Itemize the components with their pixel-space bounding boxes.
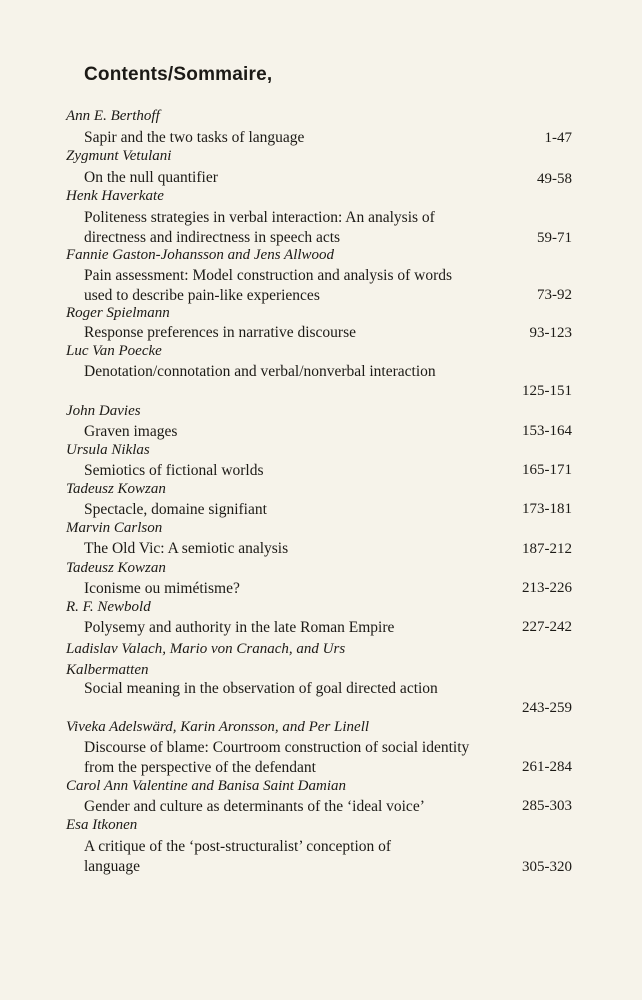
entry-author: Roger Spielmann bbox=[66, 305, 170, 321]
entry-author: Henk Haverkate bbox=[66, 188, 164, 204]
entry-title: Semiotics of fictional worlds bbox=[84, 462, 264, 479]
entry-title: The Old Vic: A semiotic analysis bbox=[84, 540, 289, 557]
entry-author: John Davies bbox=[66, 403, 141, 419]
entry-author: Esa Itkonen bbox=[66, 817, 138, 833]
entry-pages: 285-303 bbox=[522, 798, 572, 814]
entry-title: On the null quantifier bbox=[84, 169, 218, 186]
entry-title: A critique of the ‘post-structuralist’ conception of language bbox=[84, 838, 392, 875]
entry-author: Zygmunt Vetulani bbox=[66, 148, 172, 164]
entry-pages: 153-164 bbox=[522, 423, 572, 439]
entry-author: Luc Van Poecke bbox=[66, 343, 162, 359]
entry-pages: 165-171 bbox=[522, 462, 572, 478]
entry-pages: 93-123 bbox=[529, 325, 572, 341]
entry-pages: 59-71 bbox=[537, 230, 572, 246]
entry-title: Spectacle, domaine signifiant bbox=[84, 501, 267, 518]
entry-title: Gender and culture as determinants of the ‘ideal voice’ bbox=[84, 798, 425, 815]
entry-author: Carol Ann Valentine and Banisa Saint Damian bbox=[66, 778, 346, 794]
entry-author: Marvin Carlson bbox=[66, 520, 163, 536]
entry-title: Discourse of blame: Courtroom construction of social identity from the perspective of the defendant bbox=[84, 739, 470, 776]
entry-pages: 1-47 bbox=[544, 130, 572, 146]
entry-author: Ann E. Berthoff bbox=[66, 108, 160, 124]
entry-pages: 213-226 bbox=[522, 580, 572, 596]
entry-pages: 73-92 bbox=[537, 287, 572, 303]
entry-title: Pain assessment: Model construction and analysis of words used to describe pain-like experiences bbox=[84, 267, 453, 304]
entry-title: Graven images bbox=[84, 423, 178, 440]
entry-title: Social meaning in the observation of goal directed action bbox=[84, 680, 438, 697]
entry-pages: 49-58 bbox=[537, 171, 572, 187]
entry-author: Ladislav Valach, Mario von Cranach, and Urs Kalbermatten bbox=[66, 641, 346, 678]
entry-pages: 305-320 bbox=[522, 859, 572, 875]
entry-title: Response preferences in narrative discourse bbox=[84, 324, 356, 341]
page-title: Contents/Sommaire, bbox=[84, 64, 273, 85]
entry-author: Fannie Gaston-Johansson and Jens Allwood bbox=[66, 247, 335, 263]
entry-pages: 125-151 bbox=[522, 383, 572, 399]
entry-pages: 261-284 bbox=[522, 759, 572, 775]
entry-author: Ursula Niklas bbox=[66, 442, 150, 458]
entry-title: Sapir and the two tasks of language bbox=[84, 129, 305, 146]
entry-pages: 173-181 bbox=[522, 501, 572, 517]
entry-pages: 243-259 bbox=[522, 700, 572, 716]
entry-author: Tadeusz Kowzan bbox=[66, 560, 166, 576]
entry-author: R. F. Newbold bbox=[66, 599, 151, 615]
entry-title: Polysemy and authority in the late Roman Empire bbox=[84, 619, 395, 636]
entry-title: Denotation/connotation and verbal/nonverbal interaction bbox=[84, 363, 436, 380]
entry-author: Viveka Adelswärd, Karin Aronsson, and Per Linell bbox=[66, 719, 370, 735]
entry-pages: 227-242 bbox=[522, 619, 572, 635]
entry-author: Tadeusz Kowzan bbox=[66, 481, 166, 497]
entry-pages: 187-212 bbox=[522, 541, 572, 557]
entry-title: Iconisme ou mimétisme? bbox=[84, 580, 240, 597]
entry-title: Politeness strategies in verbal interaction: An analysis of directness and indirectness in speech acts bbox=[84, 209, 435, 246]
